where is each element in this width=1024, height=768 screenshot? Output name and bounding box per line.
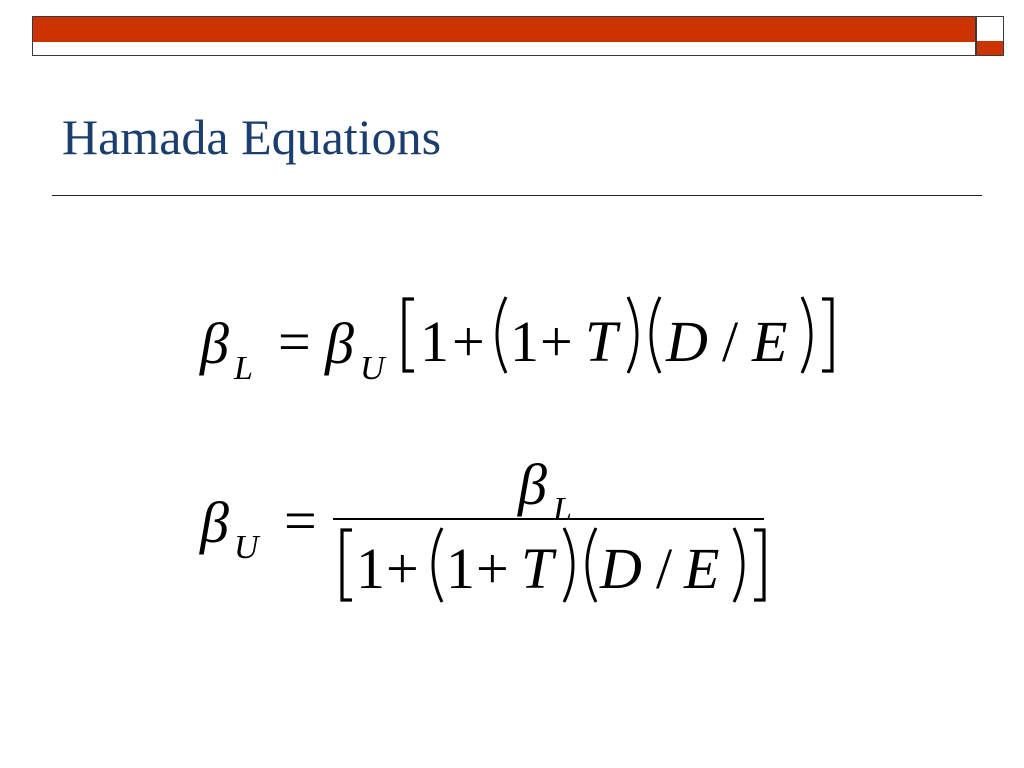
eq1-paren-close-2 [802,297,811,373]
eq2-equals: = [284,488,317,553]
eq1-slash: / [722,309,739,374]
eq1-rhs-sub: U [360,350,385,385]
eq1-one-b: 1 [510,309,539,374]
eq2-num-beta: β [518,452,547,517]
eq1-lhs-beta: β [200,311,229,376]
eq2-one-a: 1 [356,536,385,601]
equation-unlevered-beta [190,450,790,610]
eq2-paren-close-1 [564,528,573,602]
eq1-T: T [585,309,618,374]
eq2-one-b: 1 [446,536,475,601]
header-corner-box [976,16,1004,56]
eq2-slash: / [656,536,673,601]
eq2-paren-open-1 [433,528,442,602]
eq1-lhs-sub: L [234,350,253,385]
eq1-equals: = [278,309,311,374]
eq2-E: E [684,536,720,601]
eq1-bracket-right [822,299,832,371]
title-divider [52,195,982,196]
eq1-paren-close-1 [628,297,637,373]
header-accent-stripe [33,17,975,42]
equation-levered-beta [190,285,850,385]
slide-title: Hamada Equations [62,109,442,165]
eq2-bracket-left [342,530,352,600]
eq1-paren-open-2 [651,297,660,373]
eq2-paren-close-2 [734,528,743,602]
eq2-bracket-right [754,530,764,600]
eq1-rhs-beta: β [325,311,354,376]
eq1-E: E [752,309,788,374]
eq2-paren-open-2 [587,528,596,602]
header-decor-bar [32,16,976,56]
eq1-plus-a: + [452,309,485,374]
eq1-one-a: 1 [420,309,449,374]
corner-accent-block [977,41,1003,55]
eq1-D: D [666,309,708,374]
eq2-T: T [521,536,554,601]
eq1-plus-b: + [540,309,573,374]
eq2-num-sub: L [553,491,572,528]
eq2-plus-b: + [476,536,509,601]
eq2-lhs-sub: U [234,529,259,566]
eq1-bracket-left [404,299,414,371]
eq1-paren-open-1 [497,297,506,373]
eq2-plus-a: + [386,536,419,601]
eq2-D: D [600,536,642,601]
eq2-lhs-beta: β [200,490,229,555]
